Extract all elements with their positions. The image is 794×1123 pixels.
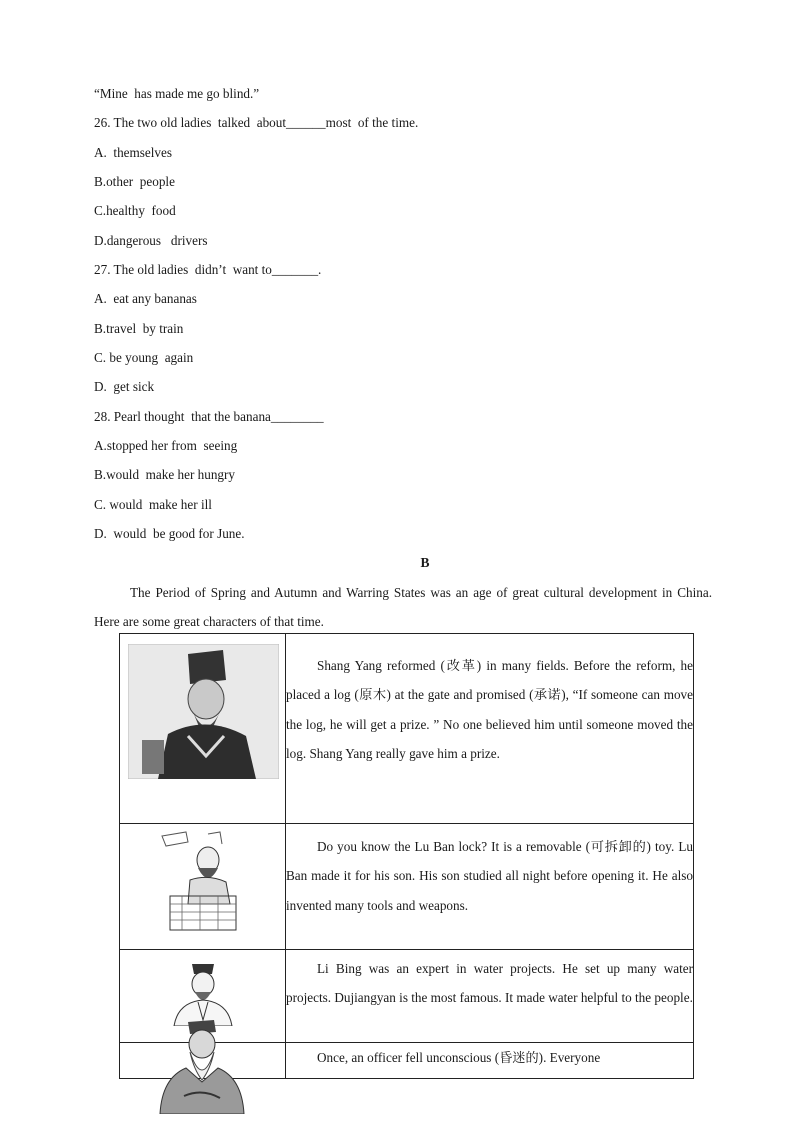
option-28a: A.stopped her from seeing xyxy=(94,438,238,453)
option-27a: A. eat any bananas xyxy=(94,291,197,306)
table-row xyxy=(120,634,694,824)
portrait-cell xyxy=(120,634,286,824)
option-27b: B.travel by train xyxy=(94,321,184,336)
option-27c: C. be young again xyxy=(94,350,194,365)
lu-ban-portrait-icon xyxy=(160,830,244,934)
character-description: Shang Yang reformed (改革) in many fields. Before the reform, he placed a log (原木) at the gate and promised (承诺), “If someone can move the log, he will get a prize. ” No one believed him until someone moved the log. Shang Yang really gave him a prize. xyxy=(286,634,694,824)
character-description: Li Bing was an expert in water projects. He set up many water projects. Dujiangyan is the most famous. It made water helpful to the people. xyxy=(286,950,694,1043)
option-28c: C. would make her ill xyxy=(94,497,212,512)
question-28: 28. Pearl thought that the banana________ xyxy=(94,409,324,424)
table-row xyxy=(120,824,694,950)
option-27d: D. get sick xyxy=(94,379,155,394)
characters-table xyxy=(119,633,694,1079)
option-26a: A. themselves xyxy=(94,145,173,160)
question-27: 27. The old ladies didn’t want to_______. xyxy=(94,262,322,277)
question-quote: “Mine has made me go blind.” xyxy=(94,86,260,101)
elder-portrait-icon xyxy=(154,1018,250,1114)
option-26d: D.dangerous drivers xyxy=(94,233,208,248)
option-26b: B.other people xyxy=(94,174,175,189)
character-description: Do you know the Lu Ban lock? It is a removable (可拆卸的) toy. Lu Ban made it for his son. His son studied all night before opening it. He also invented many tools and weapons. xyxy=(286,824,694,950)
li-bing-portrait-icon xyxy=(168,960,238,1026)
question-26: 26. The two old ladies talked about______most of the time. xyxy=(94,115,419,130)
option-28d: D. would be good for June. xyxy=(94,526,245,541)
option-26c: C.healthy food xyxy=(94,203,176,218)
portrait-cell xyxy=(120,824,286,950)
section-b-intro: The Period of Spring and Autumn and Warring States was an age of great cultural development in China. Here are some great characters of that time. xyxy=(94,585,712,630)
character-description: Once, an officer fell unconscious (昏迷的). Everyone xyxy=(286,1043,694,1079)
option-28b: B.would make her hungry xyxy=(94,467,236,482)
section-b-heading: B xyxy=(420,555,430,570)
shang-yang-portrait-icon xyxy=(128,644,279,779)
